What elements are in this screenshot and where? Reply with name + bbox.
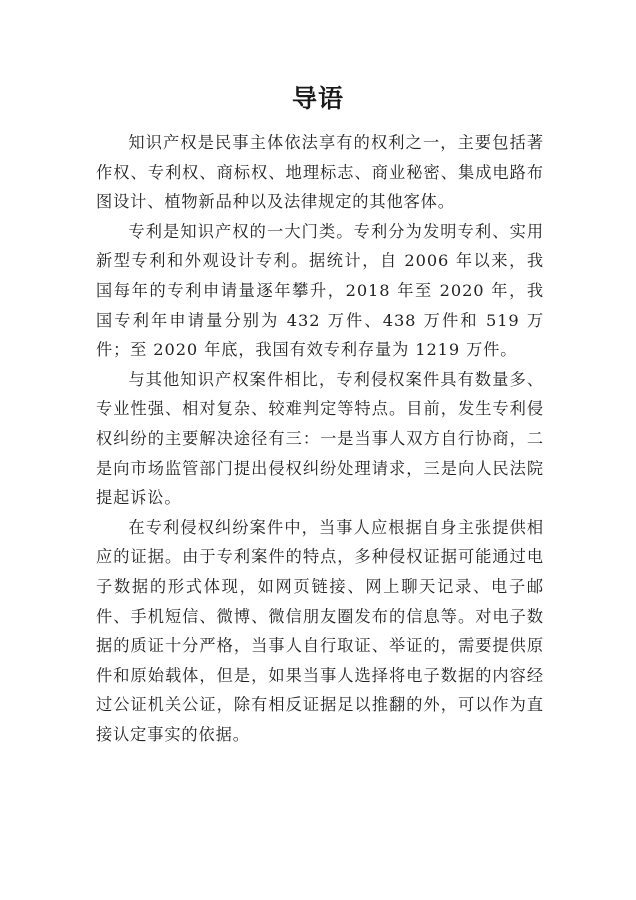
paragraph-patent-statistics: 专利是知识产权的一大门类。专利分为发明专利、实用新型专利和外观设计专利。据统计，自 2006 年以来，我国每年的专利申请量逐年攀升，2018 年至 2020 年，我国专利年申请量分别为 432 万件、438 万件和 519 万件；至 2020 年底，我国有效专利存量为 1219 万件。 xyxy=(96,221,544,360)
paragraph-ip-definition: 知识产权是民事主体依法享有的权利之一，主要包括著作权、专利权、商标权、地理标志、商业秘密、集成电路布图设计、植物新品种以及法律规定的其他客体。 xyxy=(96,133,544,212)
paragraph-electronic-evidence: 在专利侵权纠纷案件中，当事人应根据自身主张提供相应的证据。由于专利案件的特点，多种侵权证据可能通过电子数据的形式体现，如网页链接、网上聊天记录、电子邮件、手机短信、微博、微信朋友圈发布的信息等。对电子数据的质证十分严格，当事人自行取证、举证的，需要提供原件和原始载体，但是，如果当事人选择将电子数据的内容经过公证机关公证，除有相反证据足以推翻的外，可以作为直接认定事实的依据。 xyxy=(96,517,544,744)
document-body xyxy=(96,128,544,749)
page-title: 导语 xyxy=(291,84,344,113)
paragraph-dispute-resolution: 与其他知识产权案件相比，专利侵权案件具有数量多、专业性强、相对复杂、较难判定等特点。目前，发生专利侵权纠纷的主要解决途径有三：一是当事人双方自行协商，二是向市场监管部门提出侵权纠纷处理请求，三是向人民法院提起诉讼。 xyxy=(96,369,544,508)
